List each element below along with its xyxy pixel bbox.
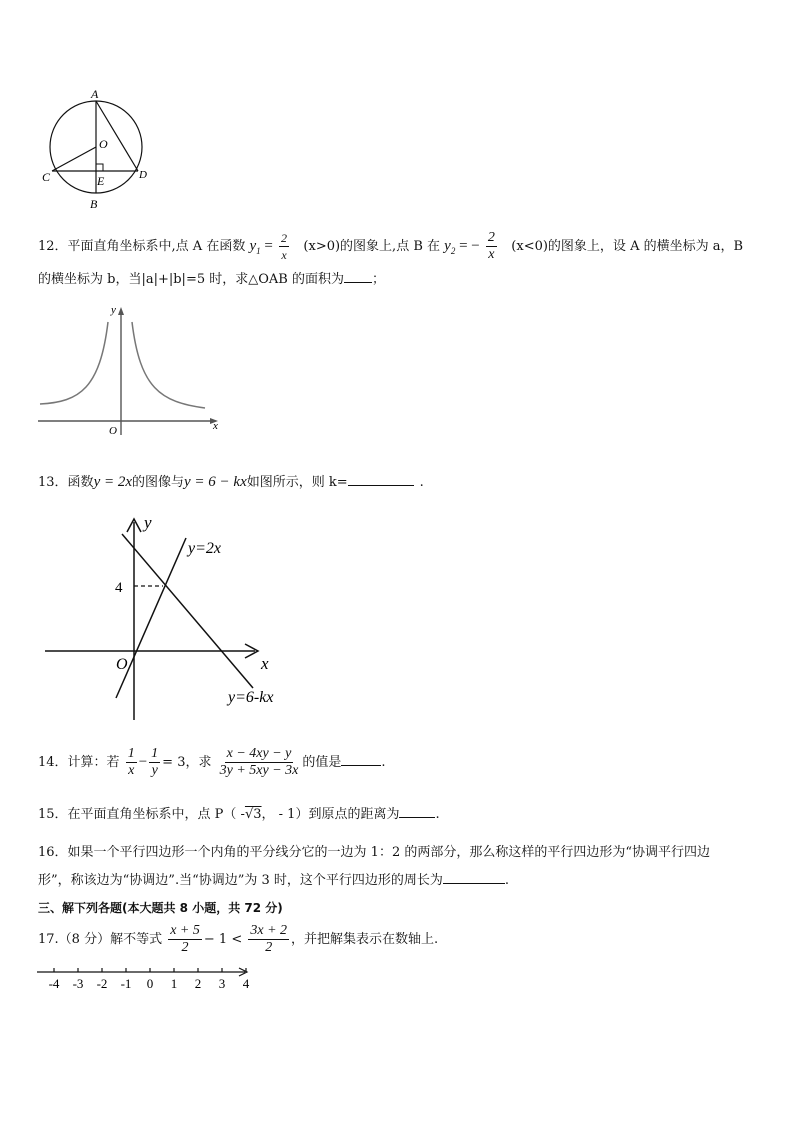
number-line <box>35 962 260 992</box>
number-line-tick-label: -3 <box>72 976 84 991</box>
number-line-tick-label: -4 <box>48 976 60 991</box>
segment-ad <box>96 101 138 171</box>
number-line-tick-label: 2 <box>194 976 202 991</box>
q12-line2: 的横坐标为 b，当|a|+|b|=5 时，求△OAB 的面积为 ； <box>38 272 385 287</box>
label-o: O <box>99 137 108 151</box>
circle-figure <box>35 85 160 215</box>
line-label-y-2x: y=2x <box>188 540 221 557</box>
q14-line: 14．计算：若 $\frac{1}{x}$ − $\frac{1}{y}$ = 3，求 $\frac{x - 4xy - y}{3y + 5xy - 3x}$ 的值是 . <box>38 746 386 778</box>
line-label-y-6-kx: y=6-kx <box>228 689 274 706</box>
number-line-tick-label: -2 <box>96 976 108 991</box>
y-axis-arrow <box>118 307 124 315</box>
line-y-6-kx <box>122 534 253 688</box>
number-line-tick-label: 4 <box>242 976 250 991</box>
origin-label: O <box>116 656 128 673</box>
x-label: x <box>261 654 269 673</box>
q12-line1: 12．平面直角坐标系中,点 A 在函数 $y_1$ = $\frac{2}{x}$ (x>0)的图象上,点 B 在 $y_2$ = − $\frac{2}{x}$ (x<0)的图象上，设 A 的横坐标为 a，B <box>38 230 744 262</box>
left-branch-curve <box>40 322 108 404</box>
answer-blank[interactable] <box>443 871 505 884</box>
number-line-tick-label: 1 <box>170 976 178 991</box>
right-angle-mark <box>96 164 103 171</box>
segment-co <box>52 147 96 171</box>
section-title: 三、解下列各题(本大题共 8 小题，共 72 分) <box>38 901 283 915</box>
label-b: B <box>90 197 98 211</box>
hyperbola-graph <box>35 300 225 440</box>
answer-blank[interactable] <box>399 805 435 818</box>
y-label: y <box>111 304 116 316</box>
fraction-2-over-x-negative: $\frac{2}{x}$ <box>487 230 495 262</box>
label-a: A <box>91 87 99 101</box>
y-label: y <box>144 513 152 532</box>
number-line-tick-label: 3 <box>218 976 226 991</box>
label-e: E <box>97 174 105 188</box>
origin-label: O <box>109 425 117 437</box>
q16-line1: 16．如果一个平行四边形一个内角的平分线分它的一边为 1：2 的两部分，那么称这样的平行四边形为“协调平行四边 <box>38 845 710 860</box>
x-label: x <box>213 420 218 432</box>
linear-functions-graph <box>40 510 300 725</box>
q17-line: 17.（8 分）解不等式 $\frac{x + 5}{2}$ − 1 < $\frac{3x + 2}{2}$ ，并把解集表示在数轴上. <box>38 923 439 955</box>
answer-blank[interactable] <box>341 753 381 766</box>
answer-blank[interactable] <box>348 473 414 486</box>
tick-label-4: 4 <box>115 580 123 596</box>
q15-line: 15．在平面直角坐标系中，点 P（ -√3， - 1）到原点的距离为 . <box>38 807 440 822</box>
q16-line2: 形”，称该边为“协调边”.当“协调边”为 3 时，这个平行四边形的周长为 . <box>38 873 510 888</box>
number-line-tick-label: 0 <box>146 976 154 991</box>
label-d: D <box>139 169 147 181</box>
number-line-tick-label: -1 <box>120 976 132 991</box>
fraction-2-over-x: $\frac{2}{x}$ <box>281 231 288 262</box>
label-c: C <box>42 170 51 184</box>
line-y-2x <box>116 538 186 698</box>
answer-blank[interactable] <box>344 270 372 283</box>
right-branch-curve <box>132 322 205 408</box>
q13-line: 13．函数y = 2x的图像与y = 6 − kx如图所示，则 k= . <box>38 474 424 490</box>
